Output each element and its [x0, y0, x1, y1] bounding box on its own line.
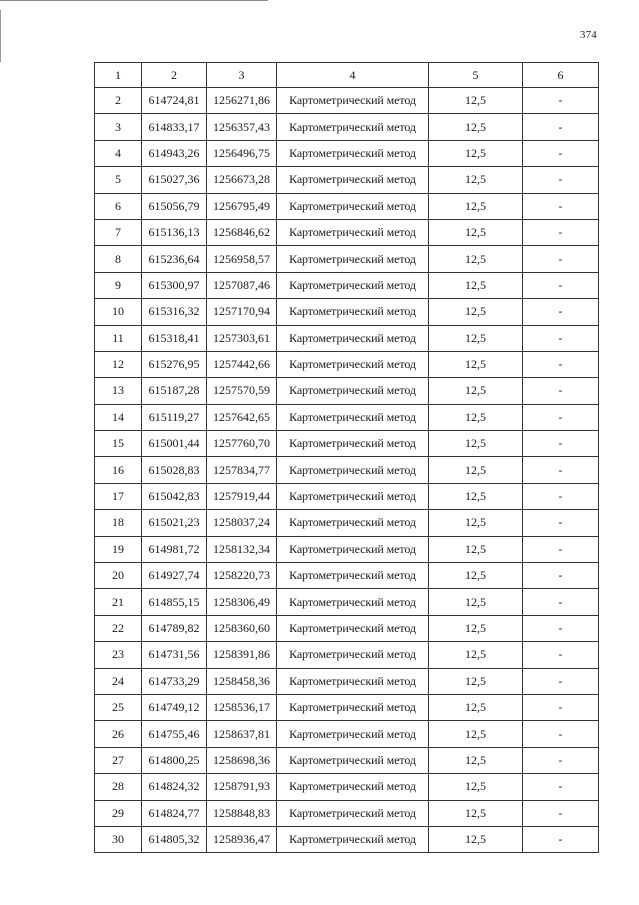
cell-x: 614755,46 [142, 721, 207, 747]
cell-y: 1256958,57 [207, 246, 277, 272]
cell-accuracy: 12,5 [429, 774, 523, 800]
cell-description: - [523, 219, 599, 245]
cell-x: 615318,41 [142, 325, 207, 351]
cell-y: 1256795,49 [207, 193, 277, 219]
table-row [95, 800, 599, 826]
table-row [95, 404, 599, 430]
cell-accuracy: 12,5 [429, 668, 523, 694]
cell-accuracy: 12,5 [429, 826, 523, 852]
table-row [95, 694, 599, 720]
cell-x: 615001,44 [142, 431, 207, 457]
cell-x: 615119,27 [142, 404, 207, 430]
cell-accuracy: 12,5 [429, 140, 523, 166]
cell-method: Картометрический метод [277, 774, 429, 800]
cell-method: Картометрический метод [277, 536, 429, 562]
cell-method: Картометрический метод [277, 431, 429, 457]
cell-method: Картометрический метод [277, 694, 429, 720]
cell-point: 28 [95, 774, 142, 800]
cell-description: - [523, 536, 599, 562]
table-row [95, 747, 599, 773]
table-row [95, 774, 599, 800]
cell-method: Картометрический метод [277, 114, 429, 140]
cell-point: 6 [95, 193, 142, 219]
cell-point: 15 [95, 431, 142, 457]
cell-accuracy: 12,5 [429, 510, 523, 536]
cell-accuracy: 12,5 [429, 167, 523, 193]
cell-point: 25 [95, 694, 142, 720]
cell-point: 12 [95, 351, 142, 377]
cell-y: 1257303,61 [207, 325, 277, 351]
cell-y: 1258037,24 [207, 510, 277, 536]
table-row [95, 457, 599, 483]
cell-accuracy: 12,5 [429, 457, 523, 483]
cell-accuracy: 12,5 [429, 246, 523, 272]
cell-point: 2 [95, 88, 142, 114]
cell-description: - [523, 88, 599, 114]
cell-description: - [523, 457, 599, 483]
cell-point: 27 [95, 747, 142, 773]
cell-description: - [523, 167, 599, 193]
cell-x: 614805,32 [142, 826, 207, 852]
cell-description: - [523, 826, 599, 852]
cell-description: - [523, 800, 599, 826]
cell-x: 614943,26 [142, 140, 207, 166]
cell-method: Картометрический метод [277, 88, 429, 114]
cell-point: 23 [95, 642, 142, 668]
cell-description: - [523, 272, 599, 298]
table-row [95, 219, 599, 245]
table-row [95, 378, 599, 404]
header-cell-method: 4 [277, 63, 429, 88]
cell-method: Картометрический метод [277, 193, 429, 219]
header-cell-x: 2 [142, 63, 207, 88]
cell-method: Картометрический метод [277, 299, 429, 325]
table-row [95, 483, 599, 509]
cell-y: 1258132,34 [207, 536, 277, 562]
cell-accuracy: 12,5 [429, 615, 523, 641]
cell-accuracy: 12,5 [429, 193, 523, 219]
cell-point: 16 [95, 457, 142, 483]
cell-accuracy: 12,5 [429, 747, 523, 773]
table-row [95, 272, 599, 298]
cell-y: 1256846,62 [207, 219, 277, 245]
table-header-row [95, 63, 599, 88]
cell-y: 1256673,28 [207, 167, 277, 193]
cell-x: 615236,64 [142, 246, 207, 272]
cell-point: 11 [95, 325, 142, 351]
cell-description: - [523, 404, 599, 430]
table-row [95, 536, 599, 562]
cell-y: 1257170,94 [207, 299, 277, 325]
cell-method: Картометрический метод [277, 721, 429, 747]
cell-accuracy: 12,5 [429, 219, 523, 245]
cell-x: 615028,83 [142, 457, 207, 483]
cell-y: 1258848,83 [207, 800, 277, 826]
cell-x: 615042,83 [142, 483, 207, 509]
cell-y: 1257642,65 [207, 404, 277, 430]
cell-method: Картометрический метод [277, 272, 429, 298]
cell-description: - [523, 774, 599, 800]
cell-accuracy: 12,5 [429, 404, 523, 430]
cell-point: 29 [95, 800, 142, 826]
cell-description: - [523, 246, 599, 272]
cell-method: Картометрический метод [277, 325, 429, 351]
cell-accuracy: 12,5 [429, 431, 523, 457]
cell-point: 26 [95, 721, 142, 747]
cell-y: 1258791,93 [207, 774, 277, 800]
table-row [95, 563, 599, 589]
cell-description: - [523, 747, 599, 773]
cell-y: 1258220,73 [207, 563, 277, 589]
cell-method: Картометрический метод [277, 615, 429, 641]
cell-x: 614724,81 [142, 88, 207, 114]
cell-point: 7 [95, 219, 142, 245]
cell-method: Картометрический метод [277, 563, 429, 589]
cell-y: 1258360,60 [207, 615, 277, 641]
cell-point: 9 [95, 272, 142, 298]
cell-accuracy: 12,5 [429, 721, 523, 747]
top-scan-rule [0, 0, 268, 1]
header-cell-accuracy: 5 [429, 63, 523, 88]
cell-description: - [523, 563, 599, 589]
cell-y: 1257570,59 [207, 378, 277, 404]
cell-point: 18 [95, 510, 142, 536]
cell-y: 1258306,49 [207, 589, 277, 615]
cell-point: 21 [95, 589, 142, 615]
cell-y: 1258458,36 [207, 668, 277, 694]
cell-x: 614800,25 [142, 747, 207, 773]
cell-accuracy: 12,5 [429, 589, 523, 615]
table-row [95, 351, 599, 377]
table-row [95, 826, 599, 852]
cell-y: 1257442,66 [207, 351, 277, 377]
cell-method: Картометрический метод [277, 351, 429, 377]
table-row [95, 510, 599, 536]
cell-description: - [523, 642, 599, 668]
table-row [95, 167, 599, 193]
cell-y: 1256271,86 [207, 88, 277, 114]
cell-method: Картометрический метод [277, 457, 429, 483]
table-row [95, 299, 599, 325]
cell-point: 8 [95, 246, 142, 272]
cell-x: 614731,56 [142, 642, 207, 668]
cell-description: - [523, 140, 599, 166]
cell-x: 615136,13 [142, 219, 207, 245]
cell-point: 10 [95, 299, 142, 325]
cell-accuracy: 12,5 [429, 114, 523, 140]
cell-x: 614824,32 [142, 774, 207, 800]
cell-x: 615187,28 [142, 378, 207, 404]
cell-y: 1258391,86 [207, 642, 277, 668]
cell-point: 30 [95, 826, 142, 852]
cell-accuracy: 12,5 [429, 351, 523, 377]
cell-accuracy: 12,5 [429, 642, 523, 668]
cell-method: Картометрический метод [277, 747, 429, 773]
cell-x: 614981,72 [142, 536, 207, 562]
table-row [95, 325, 599, 351]
cell-description: - [523, 351, 599, 377]
left-scan-rule [0, 10, 1, 62]
cell-x: 614824,77 [142, 800, 207, 826]
page-number: 374 [579, 29, 597, 41]
cell-y: 1257834,77 [207, 457, 277, 483]
table-row [95, 114, 599, 140]
cell-y: 1256496,75 [207, 140, 277, 166]
cell-x: 614733,29 [142, 668, 207, 694]
cell-point: 4 [95, 140, 142, 166]
cell-point: 5 [95, 167, 142, 193]
cell-method: Картометрический метод [277, 642, 429, 668]
table-row [95, 193, 599, 219]
table-row [95, 140, 599, 166]
table-row [95, 431, 599, 457]
header-cell-point: 1 [95, 63, 142, 88]
cell-y: 1257919,44 [207, 483, 277, 509]
cell-description: - [523, 431, 599, 457]
cell-point: 13 [95, 378, 142, 404]
cell-accuracy: 12,5 [429, 483, 523, 509]
table-row [95, 615, 599, 641]
cell-description: - [523, 483, 599, 509]
cell-y: 1258698,36 [207, 747, 277, 773]
cell-accuracy: 12,5 [429, 299, 523, 325]
cell-description: - [523, 325, 599, 351]
cell-x: 615316,32 [142, 299, 207, 325]
cell-description: - [523, 510, 599, 536]
coordinates-table [94, 62, 599, 853]
cell-accuracy: 12,5 [429, 272, 523, 298]
cell-accuracy: 12,5 [429, 88, 523, 114]
cell-accuracy: 12,5 [429, 378, 523, 404]
cell-accuracy: 12,5 [429, 563, 523, 589]
table-row [95, 246, 599, 272]
table-row [95, 668, 599, 694]
cell-y: 1257760,70 [207, 431, 277, 457]
cell-method: Картометрический метод [277, 140, 429, 166]
cell-point: 3 [95, 114, 142, 140]
cell-x: 615021,23 [142, 510, 207, 536]
cell-description: - [523, 114, 599, 140]
cell-method: Картометрический метод [277, 668, 429, 694]
cell-method: Картометрический метод [277, 826, 429, 852]
cell-method: Картометрический метод [277, 246, 429, 272]
cell-x: 615027,36 [142, 167, 207, 193]
cell-y: 1256357,43 [207, 114, 277, 140]
table-row [95, 721, 599, 747]
cell-description: - [523, 378, 599, 404]
cell-x: 615300,97 [142, 272, 207, 298]
cell-description: - [523, 589, 599, 615]
header-cell-description: 6 [523, 63, 599, 88]
cell-point: 19 [95, 536, 142, 562]
cell-x: 615276,95 [142, 351, 207, 377]
cell-description: - [523, 299, 599, 325]
cell-description: - [523, 193, 599, 219]
cell-x: 614789,82 [142, 615, 207, 641]
table-row [95, 589, 599, 615]
cell-x: 614855,15 [142, 589, 207, 615]
cell-accuracy: 12,5 [429, 800, 523, 826]
cell-point: 20 [95, 563, 142, 589]
cell-description: - [523, 668, 599, 694]
cell-point: 24 [95, 668, 142, 694]
cell-x: 614749,12 [142, 694, 207, 720]
cell-y: 1258536,17 [207, 694, 277, 720]
cell-accuracy: 12,5 [429, 325, 523, 351]
cell-point: 17 [95, 483, 142, 509]
cell-accuracy: 12,5 [429, 694, 523, 720]
cell-method: Картометрический метод [277, 167, 429, 193]
cell-method: Картометрический метод [277, 589, 429, 615]
cell-y: 1258637,81 [207, 721, 277, 747]
header-cell-y: 3 [207, 63, 277, 88]
table-body [95, 63, 599, 853]
cell-y: 1257087,46 [207, 272, 277, 298]
cell-description: - [523, 694, 599, 720]
cell-method: Картометрический метод [277, 800, 429, 826]
cell-x: 615056,79 [142, 193, 207, 219]
cell-method: Картометрический метод [277, 510, 429, 536]
cell-method: Картометрический метод [277, 378, 429, 404]
cell-point: 22 [95, 615, 142, 641]
cell-method: Картометрический метод [277, 483, 429, 509]
cell-x: 614833,17 [142, 114, 207, 140]
cell-method: Картометрический метод [277, 219, 429, 245]
cell-accuracy: 12,5 [429, 536, 523, 562]
cell-point: 14 [95, 404, 142, 430]
cell-y: 1258936,47 [207, 826, 277, 852]
cell-x: 614927,74 [142, 563, 207, 589]
table-row [95, 642, 599, 668]
cell-method: Картометрический метод [277, 404, 429, 430]
cell-description: - [523, 615, 599, 641]
cell-description: - [523, 721, 599, 747]
table-row [95, 88, 599, 114]
